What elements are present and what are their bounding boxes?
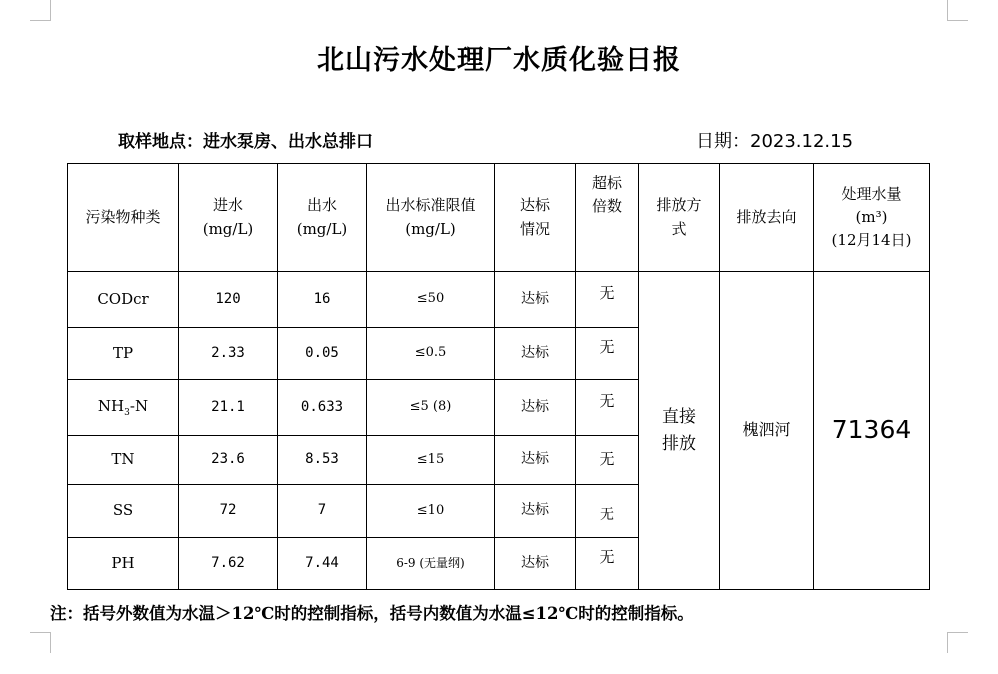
standard-cell: ≤10 (367, 485, 495, 538)
header-effluent-label: 出水 (306, 196, 337, 215)
header-volume-date: (12月14日) (831, 231, 912, 250)
header-discharge-dest: 排放去向 (720, 164, 814, 272)
date-label: 日期： (696, 131, 750, 152)
header-effluent-unit: (mg/L) (296, 219, 348, 238)
discharge-method-line2: 排放 (662, 433, 696, 454)
pollutant-cell: TP (68, 328, 179, 380)
status-cell: 达标 (495, 485, 576, 538)
exceed-cell: 无 (576, 538, 639, 590)
crop-mark-top-left (30, 0, 51, 21)
pollutant-cell (68, 380, 179, 436)
discharge-dest-cell: 槐泗河 (720, 272, 814, 590)
table-row (68, 272, 930, 328)
header-discharge-method-line1: 排放方 (656, 196, 702, 215)
standard-cell: ≤5 (8) (367, 380, 495, 436)
header-compliance-line2: 情况 (519, 219, 550, 238)
header-influent-unit: (mg/L) (202, 219, 254, 238)
pollutant-main: NH (97, 396, 125, 415)
header-exceed-line2: 倍数 (591, 197, 622, 216)
header-discharge-method-line2: 式 (671, 219, 687, 238)
influent-cell: 7.62 (179, 538, 278, 590)
crop-mark-top-right (947, 0, 968, 21)
effluent-cell: 0.05 (278, 328, 367, 380)
pollutant-subscript: 3 (124, 407, 130, 418)
sampling-location: 取样地点：进水泵房、出水总排口 (118, 132, 373, 152)
standard-cell: ≤0.5 (367, 328, 495, 380)
status-cell: 达标 (495, 272, 576, 328)
influent-cell: 72 (179, 485, 278, 538)
exceed-cell: 无 (576, 436, 639, 485)
standard-cell: ≤15 (367, 436, 495, 485)
exceed-cell: 无 (576, 328, 639, 380)
effluent-cell: 7 (278, 485, 367, 538)
header-compliance (495, 164, 576, 272)
discharge-method-cell (639, 272, 720, 590)
influent-cell: 120 (179, 272, 278, 328)
header-influent-label: 进水 (212, 196, 243, 215)
effluent-cell: 16 (278, 272, 367, 328)
water-quality-table (67, 163, 930, 590)
header-volume (814, 164, 930, 272)
report-date (696, 127, 853, 153)
crop-mark-bottom-right (947, 632, 968, 653)
header-volume-label: 处理水量 (841, 184, 902, 203)
influent-cell: 21.1 (179, 380, 278, 436)
pollutant-suffix: -N (129, 396, 149, 415)
header-standard-label: 出水标准限值 (385, 196, 476, 215)
status-cell: 达标 (495, 380, 576, 436)
exceed-cell: 无 (576, 485, 639, 538)
header-effluent (278, 164, 367, 272)
pollutant-cell: CODcr (68, 272, 179, 328)
header-discharge-method (639, 164, 720, 272)
status-cell: 达标 (495, 436, 576, 485)
page-title: 北山污水处理厂水质化验日报 (317, 45, 681, 76)
pollutant-cell: PH (68, 538, 179, 590)
effluent-cell: 0.633 (278, 380, 367, 436)
header-pollutant: 污染物种类 (68, 164, 179, 272)
status-cell: 达标 (495, 328, 576, 380)
pollutant-cell: TN (68, 436, 179, 485)
effluent-cell: 7.44 (278, 538, 367, 590)
table-header-row (68, 164, 930, 272)
header-standard (367, 164, 495, 272)
header-volume-unit: (m³) (855, 207, 888, 226)
influent-cell: 23.6 (179, 436, 278, 485)
date-value: 2023.12.15 (750, 131, 854, 152)
footnote: 注：括号外数值为水温＞12℃时的控制指标，括号内数值为水温≤12℃时的控制指标。 (50, 604, 694, 623)
standard-cell: 6-9 (无量纲) (367, 538, 495, 590)
header-standard-unit: (mg/L) (405, 219, 456, 238)
exceed-cell: 无 (576, 380, 639, 436)
exceed-cell: 无 (576, 272, 639, 328)
crop-mark-bottom-left (30, 632, 51, 653)
header-exceed-line1: 超标 (591, 174, 622, 192)
volume-cell: 71364 (814, 272, 930, 590)
header-influent (179, 164, 278, 272)
status-cell: 达标 (495, 538, 576, 590)
discharge-method-line1: 直接 (662, 407, 696, 428)
pollutant-cell: SS (68, 485, 179, 538)
header-compliance-line1: 达标 (519, 196, 550, 215)
header-exceed (576, 164, 639, 272)
standard-cell: ≤50 (367, 272, 495, 328)
influent-cell: 2.33 (179, 328, 278, 380)
effluent-cell: 8.53 (278, 436, 367, 485)
